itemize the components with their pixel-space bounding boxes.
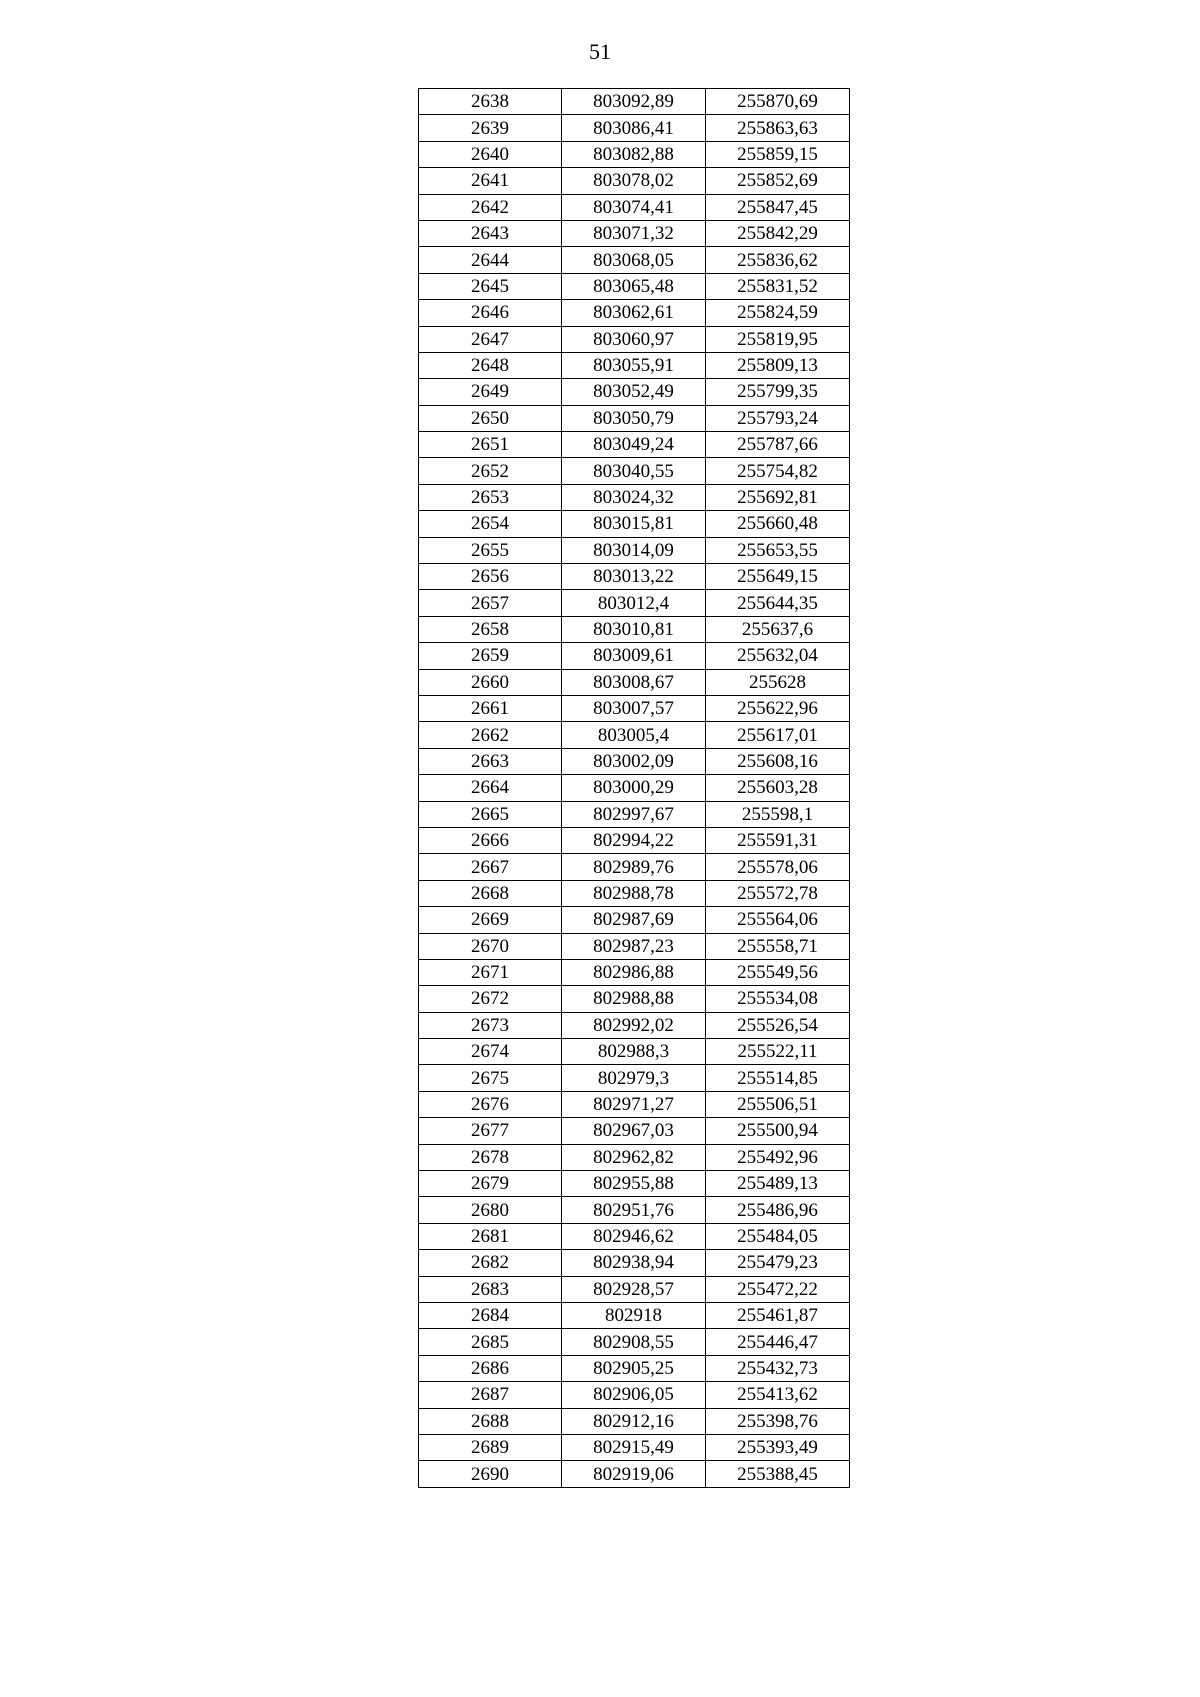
table-row <box>419 907 850 933</box>
y-coordinate-cell: 255564,06 <box>706 907 850 933</box>
x-coordinate-cell: 802962,82 <box>562 1144 706 1170</box>
table-row <box>419 1197 850 1223</box>
point-number-cell: 2663 <box>419 748 562 774</box>
point-number-cell: 2684 <box>419 1302 562 1328</box>
y-coordinate-cell: 255506,51 <box>706 1091 850 1117</box>
point-number-cell: 2654 <box>419 511 562 537</box>
y-coordinate-cell: 255526,54 <box>706 1012 850 1038</box>
x-coordinate-cell: 802988,78 <box>562 880 706 906</box>
x-coordinate-cell: 802905,25 <box>562 1355 706 1381</box>
y-coordinate-cell: 255578,06 <box>706 854 850 880</box>
table-row <box>419 432 850 458</box>
table-row <box>419 1144 850 1170</box>
x-coordinate-cell: 802992,02 <box>562 1012 706 1038</box>
table-row <box>419 115 850 141</box>
y-coordinate-cell: 255799,35 <box>706 379 850 405</box>
table-row <box>419 616 850 642</box>
y-coordinate-cell: 255863,63 <box>706 115 850 141</box>
y-coordinate-cell: 255622,96 <box>706 695 850 721</box>
x-coordinate-cell: 803065,48 <box>562 273 706 299</box>
table-row <box>419 1382 850 1408</box>
y-coordinate-cell: 255534,08 <box>706 986 850 1012</box>
x-coordinate-cell: 802951,76 <box>562 1197 706 1223</box>
point-number-cell: 2670 <box>419 933 562 959</box>
y-coordinate-cell: 255489,13 <box>706 1171 850 1197</box>
table-row <box>419 1118 850 1144</box>
x-coordinate-cell: 803086,41 <box>562 115 706 141</box>
point-number-cell: 2668 <box>419 880 562 906</box>
y-coordinate-cell: 255824,59 <box>706 300 850 326</box>
table-row <box>419 748 850 774</box>
point-number-cell: 2667 <box>419 854 562 880</box>
y-coordinate-cell: 255591,31 <box>706 827 850 853</box>
point-number-cell: 2645 <box>419 273 562 299</box>
x-coordinate-cell: 803055,91 <box>562 352 706 378</box>
point-number-cell: 2646 <box>419 300 562 326</box>
point-number-cell: 2675 <box>419 1065 562 1091</box>
y-coordinate-cell: 255831,52 <box>706 273 850 299</box>
y-coordinate-cell: 255522,11 <box>706 1039 850 1065</box>
x-coordinate-cell: 802908,55 <box>562 1329 706 1355</box>
y-coordinate-cell: 255486,96 <box>706 1197 850 1223</box>
x-coordinate-cell: 802988,88 <box>562 986 706 1012</box>
point-number-cell: 2650 <box>419 405 562 431</box>
x-coordinate-cell: 802987,69 <box>562 907 706 933</box>
point-number-cell: 2672 <box>419 986 562 1012</box>
x-coordinate-cell: 803012,4 <box>562 590 706 616</box>
point-number-cell: 2664 <box>419 775 562 801</box>
table-row <box>419 1329 850 1355</box>
y-coordinate-cell: 255644,35 <box>706 590 850 616</box>
table-row <box>419 695 850 721</box>
table-row <box>419 326 850 352</box>
y-coordinate-cell: 255479,23 <box>706 1250 850 1276</box>
y-coordinate-cell: 255847,45 <box>706 194 850 220</box>
point-number-cell: 2687 <box>419 1382 562 1408</box>
x-coordinate-cell: 802971,27 <box>562 1091 706 1117</box>
y-coordinate-cell: 255632,04 <box>706 643 850 669</box>
table-row <box>419 1408 850 1434</box>
y-coordinate-cell: 255484,05 <box>706 1223 850 1249</box>
point-number-cell: 2661 <box>419 695 562 721</box>
y-coordinate-cell: 255637,6 <box>706 616 850 642</box>
y-coordinate-cell: 255809,13 <box>706 352 850 378</box>
x-coordinate-cell: 802918 <box>562 1302 706 1328</box>
y-coordinate-cell: 255558,71 <box>706 933 850 959</box>
table-row <box>419 880 850 906</box>
table-row <box>419 273 850 299</box>
x-coordinate-cell: 802989,76 <box>562 854 706 880</box>
point-number-cell: 2673 <box>419 1012 562 1038</box>
table-row <box>419 1355 850 1381</box>
point-number-cell: 2658 <box>419 616 562 642</box>
x-coordinate-cell: 802915,49 <box>562 1434 706 1460</box>
point-number-cell: 2665 <box>419 801 562 827</box>
table-row <box>419 801 850 827</box>
y-coordinate-cell: 255514,85 <box>706 1065 850 1091</box>
table-row <box>419 959 850 985</box>
table-row <box>419 775 850 801</box>
point-number-cell: 2640 <box>419 141 562 167</box>
table-row <box>419 1223 850 1249</box>
point-number-cell: 2689 <box>419 1434 562 1460</box>
x-coordinate-cell: 803010,81 <box>562 616 706 642</box>
x-coordinate-cell: 803092,89 <box>562 89 706 115</box>
y-coordinate-cell: 255819,95 <box>706 326 850 352</box>
table-row <box>419 537 850 563</box>
point-number-cell: 2641 <box>419 168 562 194</box>
x-coordinate-cell: 803005,4 <box>562 722 706 748</box>
x-coordinate-cell: 803049,24 <box>562 432 706 458</box>
point-number-cell: 2677 <box>419 1118 562 1144</box>
y-coordinate-cell: 255472,22 <box>706 1276 850 1302</box>
table-row <box>419 1302 850 1328</box>
table-row <box>419 352 850 378</box>
x-coordinate-cell: 803009,61 <box>562 643 706 669</box>
table-row <box>419 1171 850 1197</box>
table-row <box>419 168 850 194</box>
y-coordinate-cell: 255432,73 <box>706 1355 850 1381</box>
table-row <box>419 511 850 537</box>
x-coordinate-cell: 803002,09 <box>562 748 706 774</box>
y-coordinate-cell: 255649,15 <box>706 564 850 590</box>
x-coordinate-cell: 803000,29 <box>562 775 706 801</box>
x-coordinate-cell: 802979,3 <box>562 1065 706 1091</box>
point-number-cell: 2686 <box>419 1355 562 1381</box>
point-number-cell: 2671 <box>419 959 562 985</box>
y-coordinate-cell: 255413,62 <box>706 1382 850 1408</box>
x-coordinate-cell: 803060,97 <box>562 326 706 352</box>
table-row <box>419 1012 850 1038</box>
table-row <box>419 194 850 220</box>
point-number-cell: 2662 <box>419 722 562 748</box>
x-coordinate-cell: 802997,67 <box>562 801 706 827</box>
y-coordinate-cell: 255492,96 <box>706 1144 850 1170</box>
x-coordinate-cell: 802938,94 <box>562 1250 706 1276</box>
table-row <box>419 1276 850 1302</box>
point-number-cell: 2642 <box>419 194 562 220</box>
y-coordinate-cell: 255859,15 <box>706 141 850 167</box>
y-coordinate-cell: 255870,69 <box>706 89 850 115</box>
y-coordinate-cell: 255549,56 <box>706 959 850 985</box>
table-row <box>419 643 850 669</box>
x-coordinate-cell: 802919,06 <box>562 1461 706 1487</box>
x-coordinate-cell: 803013,22 <box>562 564 706 590</box>
table-row <box>419 1039 850 1065</box>
coordinates-table <box>418 88 850 1488</box>
point-number-cell: 2669 <box>419 907 562 933</box>
y-coordinate-cell: 255842,29 <box>706 220 850 246</box>
point-number-cell: 2682 <box>419 1250 562 1276</box>
y-coordinate-cell: 255692,81 <box>706 484 850 510</box>
table-row <box>419 458 850 484</box>
table-row <box>419 89 850 115</box>
point-number-cell: 2649 <box>419 379 562 405</box>
point-number-cell: 2666 <box>419 827 562 853</box>
point-number-cell: 2657 <box>419 590 562 616</box>
table-row <box>419 220 850 246</box>
table-row <box>419 405 850 431</box>
point-number-cell: 2688 <box>419 1408 562 1434</box>
y-coordinate-cell: 255461,87 <box>706 1302 850 1328</box>
point-number-cell: 2643 <box>419 220 562 246</box>
x-coordinate-cell: 802946,62 <box>562 1223 706 1249</box>
table-row <box>419 854 850 880</box>
y-coordinate-cell: 255603,28 <box>706 775 850 801</box>
point-number-cell: 2685 <box>419 1329 562 1355</box>
point-number-cell: 2652 <box>419 458 562 484</box>
point-number-cell: 2651 <box>419 432 562 458</box>
y-coordinate-cell: 255787,66 <box>706 432 850 458</box>
y-coordinate-cell: 255572,78 <box>706 880 850 906</box>
point-number-cell: 2648 <box>419 352 562 378</box>
point-number-cell: 2690 <box>419 1461 562 1487</box>
y-coordinate-cell: 255660,48 <box>706 511 850 537</box>
x-coordinate-cell: 803024,32 <box>562 484 706 510</box>
x-coordinate-cell: 803071,32 <box>562 220 706 246</box>
y-coordinate-cell: 255500,94 <box>706 1118 850 1144</box>
y-coordinate-cell: 255617,01 <box>706 722 850 748</box>
table-row <box>419 247 850 273</box>
y-coordinate-cell: 255793,24 <box>706 405 850 431</box>
x-coordinate-cell: 803062,61 <box>562 300 706 326</box>
coordinates-table-body <box>419 89 850 1488</box>
table-row <box>419 379 850 405</box>
point-number-cell: 2676 <box>419 1091 562 1117</box>
point-number-cell: 2680 <box>419 1197 562 1223</box>
point-number-cell: 2679 <box>419 1171 562 1197</box>
point-number-cell: 2678 <box>419 1144 562 1170</box>
x-coordinate-cell: 803040,55 <box>562 458 706 484</box>
point-number-cell: 2653 <box>419 484 562 510</box>
x-coordinate-cell: 802986,88 <box>562 959 706 985</box>
point-number-cell: 2659 <box>419 643 562 669</box>
x-coordinate-cell: 802967,03 <box>562 1118 706 1144</box>
x-coordinate-cell: 803014,09 <box>562 537 706 563</box>
table-row <box>419 1065 850 1091</box>
table-row <box>419 933 850 959</box>
point-number-cell: 2655 <box>419 537 562 563</box>
table-row <box>419 986 850 1012</box>
y-coordinate-cell: 255446,47 <box>706 1329 850 1355</box>
x-coordinate-cell: 803052,49 <box>562 379 706 405</box>
table-row <box>419 590 850 616</box>
x-coordinate-cell: 803015,81 <box>562 511 706 537</box>
table-row <box>419 1091 850 1117</box>
y-coordinate-cell: 255393,49 <box>706 1434 850 1460</box>
x-coordinate-cell: 803007,57 <box>562 695 706 721</box>
y-coordinate-cell: 255598,1 <box>706 801 850 827</box>
table-row <box>419 1434 850 1460</box>
y-coordinate-cell: 255852,69 <box>706 168 850 194</box>
y-coordinate-cell: 255754,82 <box>706 458 850 484</box>
x-coordinate-cell: 803078,02 <box>562 168 706 194</box>
x-coordinate-cell: 803050,79 <box>562 405 706 431</box>
y-coordinate-cell: 255836,62 <box>706 247 850 273</box>
x-coordinate-cell: 802955,88 <box>562 1171 706 1197</box>
table-row <box>419 722 850 748</box>
point-number-cell: 2681 <box>419 1223 562 1249</box>
x-coordinate-cell: 803008,67 <box>562 669 706 695</box>
table-row <box>419 564 850 590</box>
y-coordinate-cell: 255388,45 <box>706 1461 850 1487</box>
table-row <box>419 669 850 695</box>
point-number-cell: 2683 <box>419 1276 562 1302</box>
y-coordinate-cell: 255398,76 <box>706 1408 850 1434</box>
point-number-cell: 2656 <box>419 564 562 590</box>
y-coordinate-cell: 255653,55 <box>706 537 850 563</box>
table-row <box>419 141 850 167</box>
x-coordinate-cell: 802988,3 <box>562 1039 706 1065</box>
point-number-cell: 2647 <box>419 326 562 352</box>
x-coordinate-cell: 802987,23 <box>562 933 706 959</box>
x-coordinate-cell: 802906,05 <box>562 1382 706 1408</box>
x-coordinate-cell: 802912,16 <box>562 1408 706 1434</box>
point-number-cell: 2638 <box>419 89 562 115</box>
point-number-cell: 2639 <box>419 115 562 141</box>
point-number-cell: 2660 <box>419 669 562 695</box>
table-row <box>419 827 850 853</box>
x-coordinate-cell: 803068,05 <box>562 247 706 273</box>
x-coordinate-cell: 803082,88 <box>562 141 706 167</box>
table-row <box>419 484 850 510</box>
table-row <box>419 1250 850 1276</box>
page-number: 51 <box>589 39 611 64</box>
x-coordinate-cell: 802994,22 <box>562 827 706 853</box>
x-coordinate-cell: 803074,41 <box>562 194 706 220</box>
table-row <box>419 1461 850 1487</box>
table-row <box>419 300 850 326</box>
point-number-cell: 2644 <box>419 247 562 273</box>
x-coordinate-cell: 802928,57 <box>562 1276 706 1302</box>
y-coordinate-cell: 255628 <box>706 669 850 695</box>
y-coordinate-cell: 255608,16 <box>706 748 850 774</box>
point-number-cell: 2674 <box>419 1039 562 1065</box>
